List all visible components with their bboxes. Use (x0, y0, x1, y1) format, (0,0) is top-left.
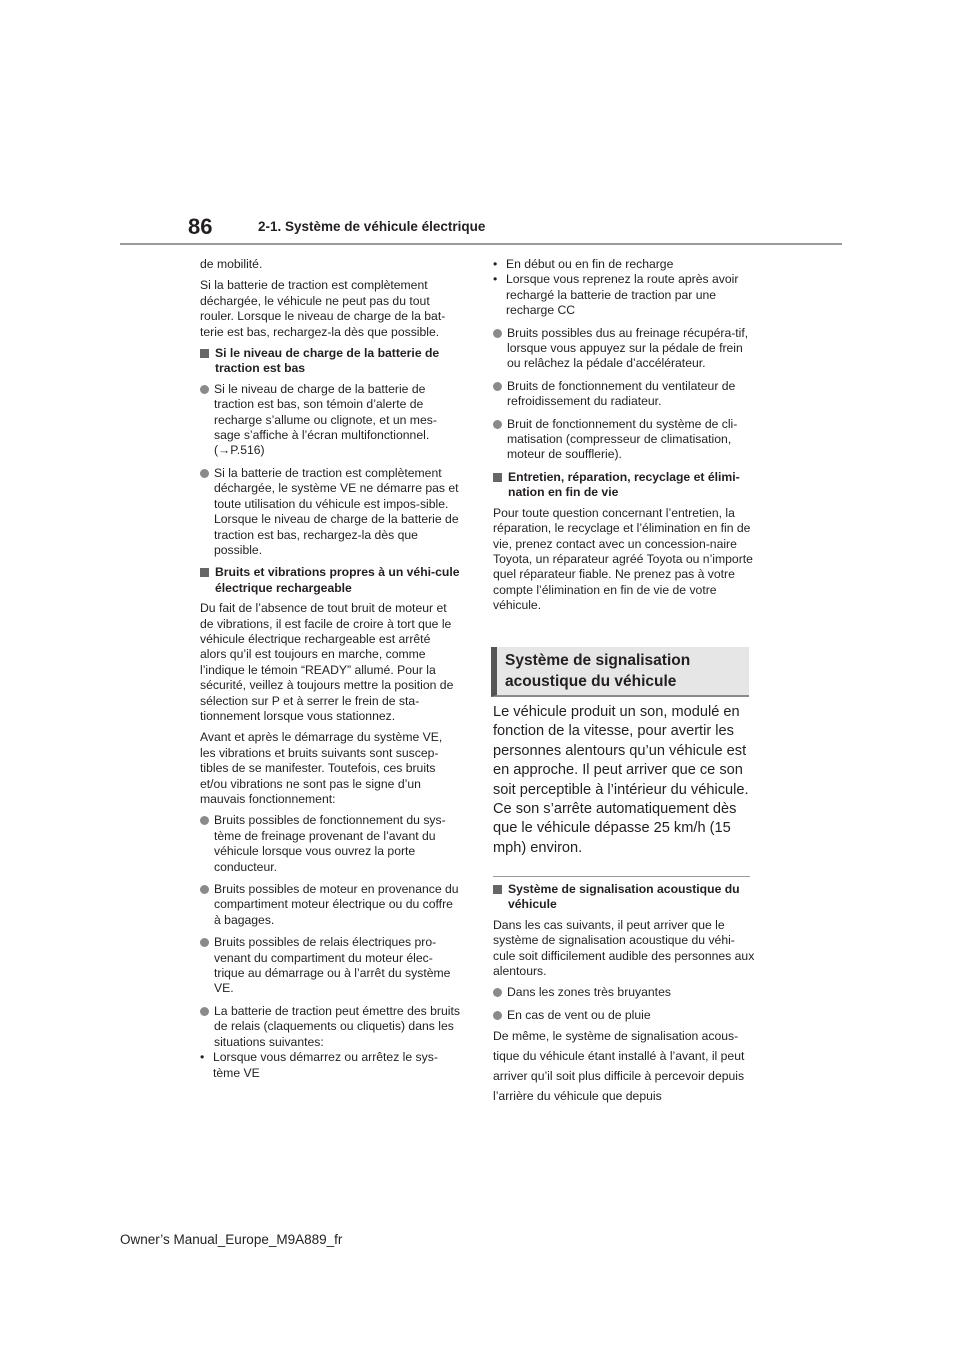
paragraph: Avant et après le démarrage du système VE, les vibrations et bruits suivants sont suscep-tibles de se manifester. Toutefois, ces bruits et/ou vibrations ne sont pas le signe d’un mauvais fonctionnement: (200, 730, 443, 806)
dash-text: Lorsque vous démarrez ou arrêtez le sys-tème VE (213, 1050, 438, 1080)
subheading (200, 565, 460, 596)
bullet-item (493, 326, 753, 372)
dash-bullet-icon: • (493, 272, 498, 287)
bullet-item (200, 382, 460, 459)
section-title: 2-1. Système de véhicule électrique (258, 219, 486, 234)
dash-text: Lorsque vous reprenez la route après avoir rechargé la batterie de traction par une recharge CC (506, 272, 739, 318)
section-box-title-line-2: acoustique du véhicule (505, 673, 677, 690)
circle-bullet-icon (493, 382, 502, 391)
bullet-text: Bruits possibles de relais électriques pro-venant du compartiment du moteur élec-trique au démarrage ou à l’arrêt du système VE. (214, 935, 451, 996)
bullet-item (493, 985, 755, 1000)
circle-bullet-icon (493, 329, 502, 338)
bullet-text: Bruit de fonctionnement du système de cli-matisation (compresseur de climatisation, moteur de soufflerie). (507, 416, 738, 462)
paragraph: Dans les cas suivants, il peut arriver que le système de signalisation acoustique du véhi-cule soit difficilement audible des personnes aux alentours. (493, 917, 755, 979)
bullet-text: Si la batterie de traction est complètement déchargée, le système VE ne démarre pas et toute utilisation du véhicule est impos-sible. Lorsque le niveau de charge de la batterie de traction est bas, rechargez-la dès que possible. (214, 465, 459, 557)
right-lower-column (493, 882, 755, 1106)
bullet-text: En cas de vent ou de pluie (507, 1007, 651, 1022)
bullet-item (493, 417, 753, 463)
subheading (200, 346, 460, 377)
dash-item (493, 272, 753, 318)
subheading (493, 470, 753, 501)
bullet-item (493, 1008, 755, 1023)
circle-bullet-icon (200, 385, 209, 394)
dash-item (493, 257, 753, 272)
header-divider (120, 243, 842, 245)
right-column (493, 257, 753, 620)
dash-bullet-icon: • (493, 257, 498, 271)
paragraph: Si la batterie de traction est complètement déchargée, le véhicule ne peut pas du tout rouler. Lorsque le niveau de charge de la bat-terie est bas, rechargez-la dès que possible. (200, 278, 446, 339)
dash-text: En début ou en fin de recharge (506, 257, 674, 271)
section-box (491, 647, 749, 697)
bullet-text: La batterie de traction peut émettre des bruits de relais (claquements ou cliquetis) dans les situations suivantes: (214, 1003, 460, 1049)
dash-bullet-icon: • (200, 1050, 205, 1065)
bullet-item (200, 1004, 460, 1050)
circle-bullet-icon (493, 1011, 502, 1020)
bullet-item (493, 379, 753, 410)
page-number: 86 (188, 214, 213, 239)
square-bullet-icon (200, 349, 209, 358)
subheading-text: Entretien, réparation, recyclage et élimi-nation en fin de vie (508, 469, 740, 500)
paragraph: de mobilité. (200, 257, 263, 271)
bullet-text: Si le niveau de charge de la batterie de traction est bas, son témoin d’alerte de recharge s’allume ou clignote, et un mes-sage s’affiche à l’écran multifonctionnel. (→P.516) (214, 381, 437, 458)
circle-bullet-icon (200, 469, 209, 478)
square-bullet-icon (493, 885, 502, 894)
section-box-title-line-1: Système de signalisation (505, 652, 691, 669)
bullet-text: Dans les zones très bruyantes (507, 985, 671, 1000)
left-column (200, 257, 460, 1081)
footer-text: Owner’s Manual_Europe_M9A889_fr (120, 1232, 343, 1247)
bullet-text: Bruits possibles de fonctionnement du sys-tème de freinage provenant de l’avant du véhicule lorsque vous ouvrez la porte conducteur. (214, 813, 446, 874)
circle-bullet-icon (200, 816, 209, 825)
lead-paragraph: Le véhicule produit un son, modulé en fonction de la vitesse, pour avertir les personnes alentours qu’un véhicule est en approche. Il peut arriver que ce son soit perceptible à l’intérieur du véhicule. Ce son s’arrête automatiquement dès que le véhicule dépasse 25 km/h (15 mph) environ. (493, 704, 749, 856)
bullet-text: Bruits possibles dus au freinage récupéra-tif, lorsque vous appuyez sur la pédale de frein ou relâchez la pédale d’accélérateur. (507, 325, 749, 371)
section-divider (493, 876, 750, 877)
square-bullet-icon (493, 473, 502, 482)
subheading-text: Système de signalisation acoustique du véhicule (508, 882, 740, 912)
circle-bullet-icon (200, 938, 209, 947)
bullet-text: Bruits possibles de moteur en provenance du compartiment moteur électrique ou du coffre à bagages. (214, 882, 459, 927)
bullet-text: Bruits de fonctionnement du ventilateur de refroidissement du radiateur. (507, 378, 736, 409)
circle-bullet-icon (493, 420, 502, 429)
subheading-text: Bruits et vibrations propres à un véhi-cule électrique rechargeable (215, 565, 460, 595)
paragraph: Du fait de l’absence de tout bruit de moteur et de vibrations, il est facile de croire à tort que le véhicule électrique rechargeable est arrêté alors qu’il est toujours en marche, comme l’indique le témoin “READY” allumé. Pour la sécurité, veillez à toujours mettre la position de sélection sur P et à serrer le frein de sta-tionnement lorsque vous stationnez. (200, 601, 454, 723)
bullet-item (200, 466, 460, 558)
paragraph: Pour toute question concernant l’entretien, la réparation, le recyclage et l’élimination en fin de vie, prenez contact avec un concession-naire Toyota, un réparateur agréé Toyota ou n’importe quel réparateur fiable. Ne prenez pas à votre compte l’élimination en fin de vie de votre véhicule. (493, 505, 753, 613)
bullet-item (200, 935, 460, 997)
square-bullet-icon (200, 568, 209, 577)
bullet-item (200, 882, 460, 928)
subheading (493, 882, 755, 913)
paragraph: De même, le système de signalisation acous-tique du véhicule étant installé à l’avant, il peut arriver qu’il soit plus difficile à percevoir depuis l’arrière du véhicule que depuis (493, 1029, 745, 1104)
subheading-text: Si le niveau de charge de la batterie de traction est bas (215, 346, 440, 376)
dash-item (200, 1050, 460, 1081)
circle-bullet-icon (493, 988, 502, 997)
circle-bullet-icon (200, 1007, 209, 1016)
bullet-item (200, 813, 460, 875)
circle-bullet-icon (200, 885, 209, 894)
